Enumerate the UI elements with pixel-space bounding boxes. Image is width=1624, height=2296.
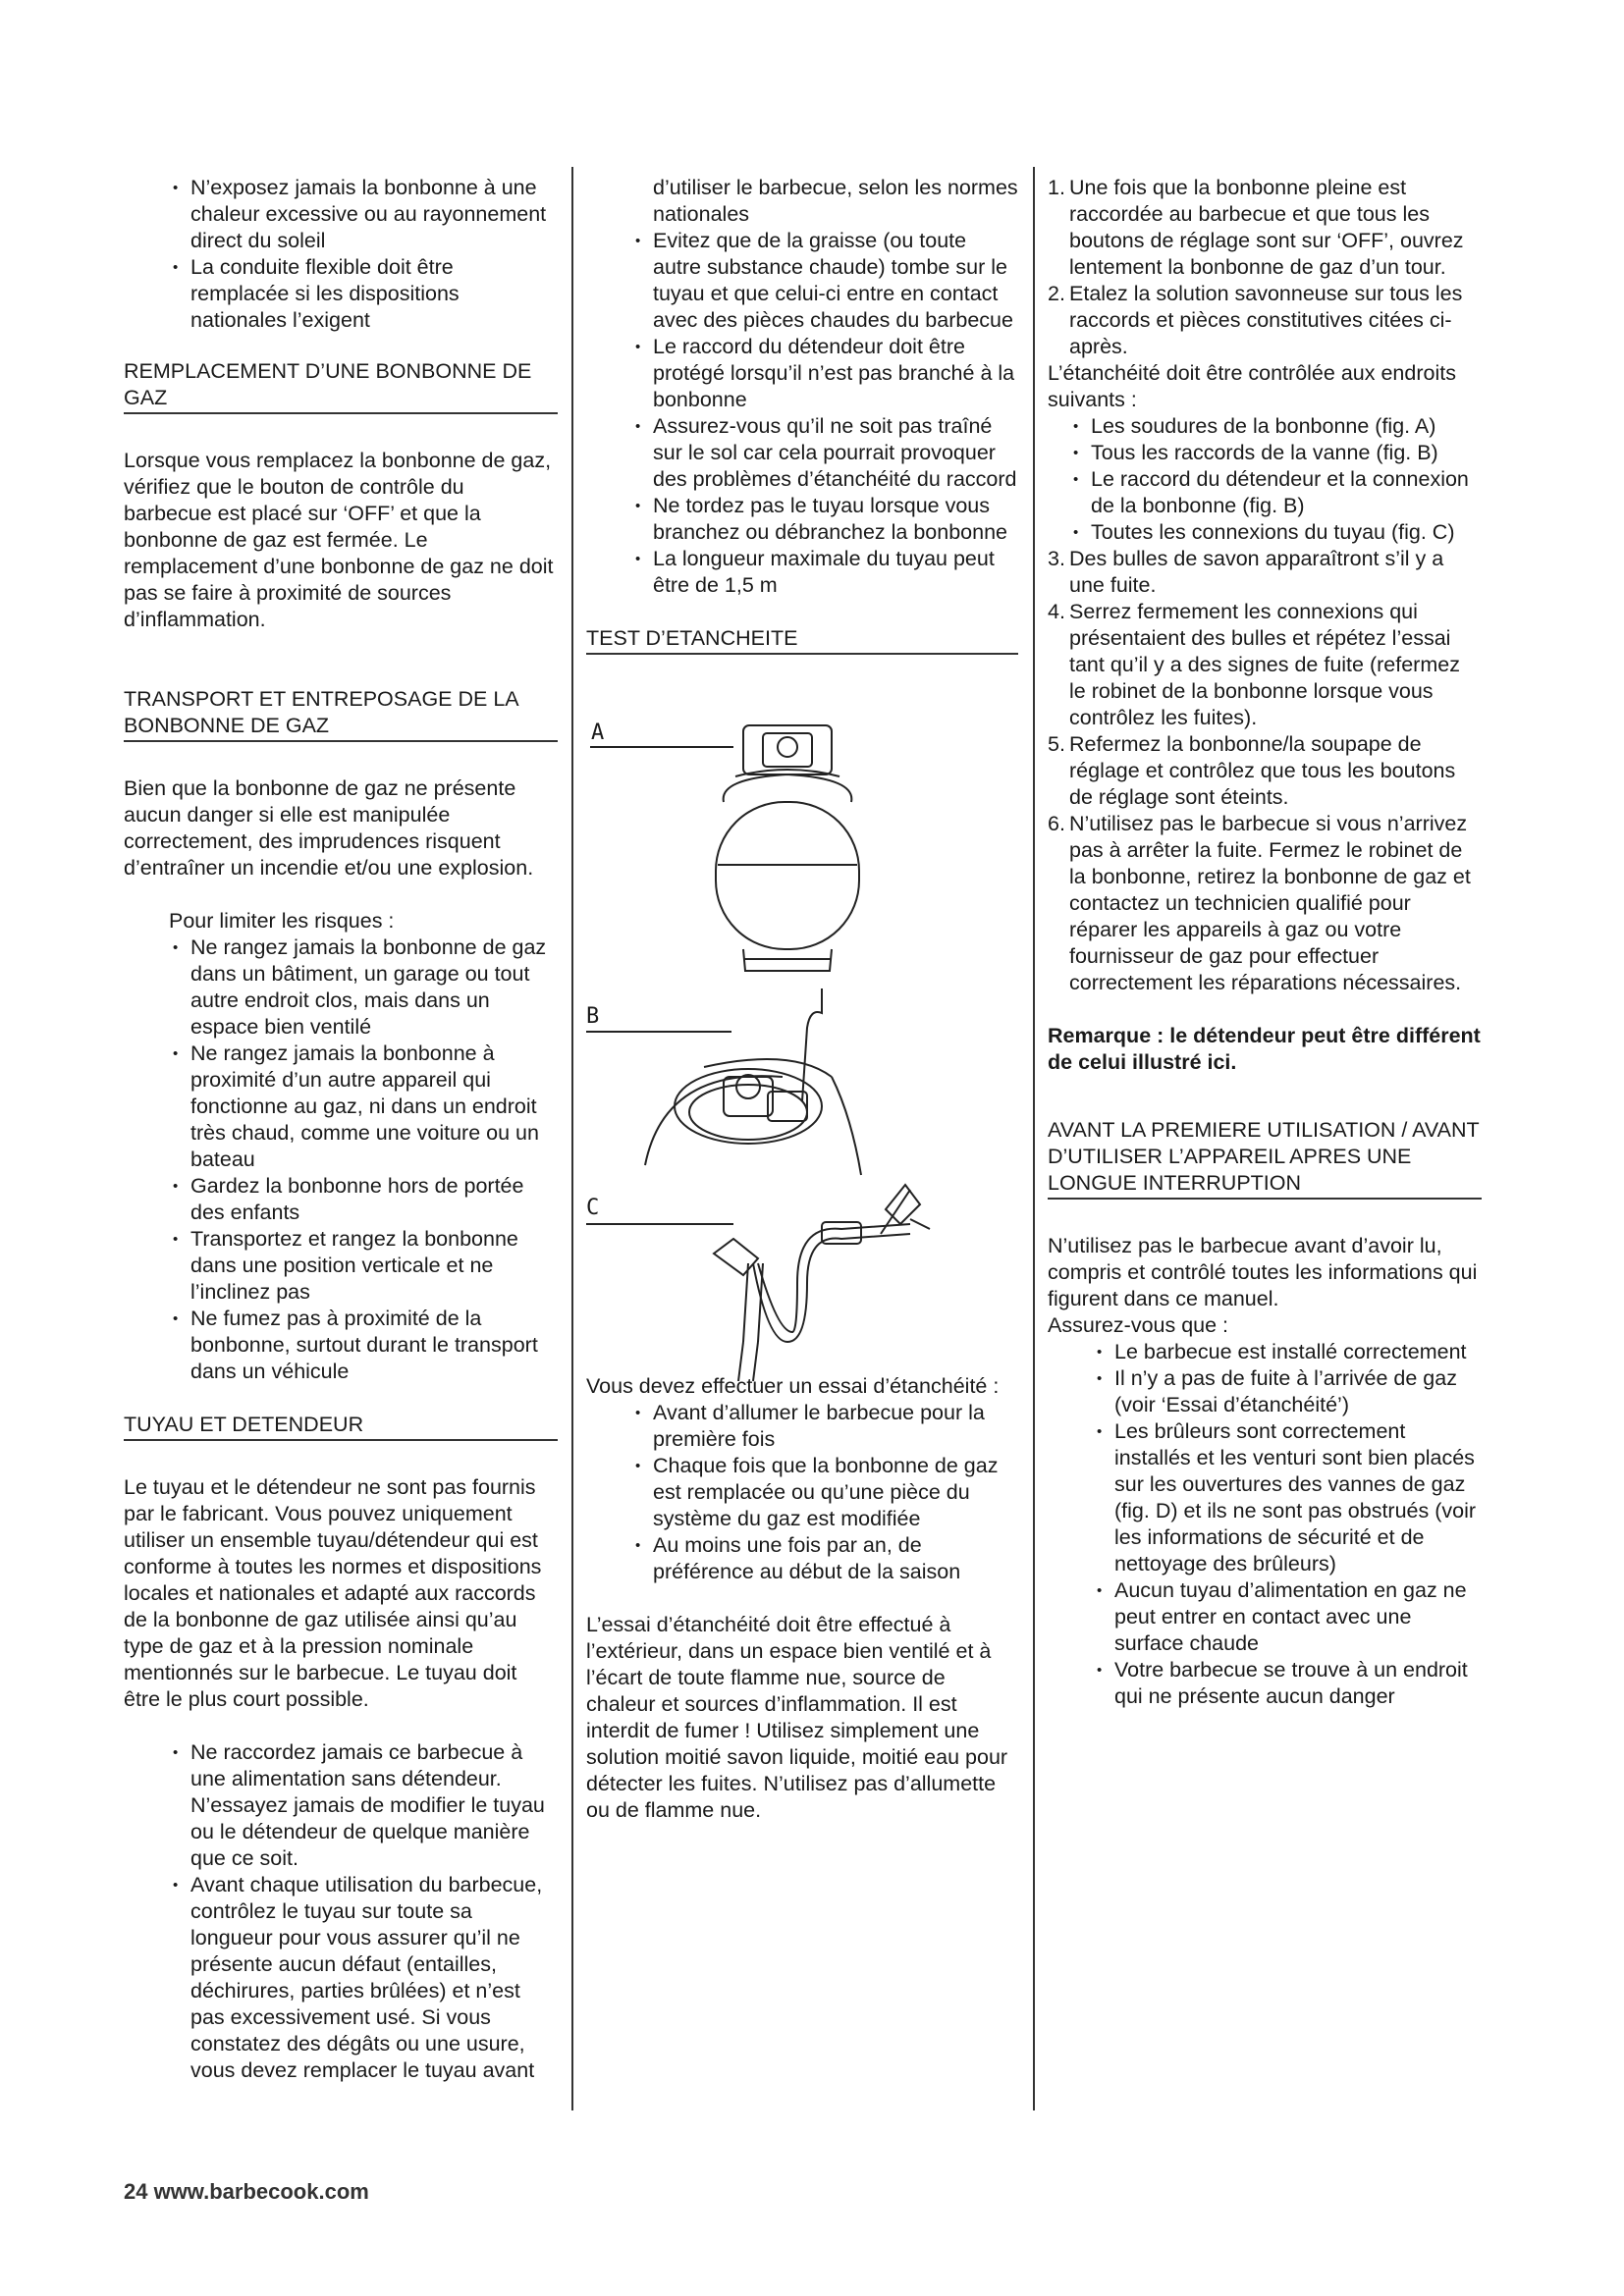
figure-c-label: C <box>586 1196 600 1220</box>
heading-hose-regulator: TUYAU ET DETENDEUR <box>124 1412 558 1441</box>
storage-bullets <box>169 175 558 334</box>
step-text: Des bulles de savon apparaîtront s’il y a une fuite. <box>1069 547 1444 597</box>
step-text: N’utilisez pas le barbecue si vous n’arrivez pas à arrêter la fuite. Fermez le robinet de la bonbonne, retirez la bonbonne de gaz et contactez un technicien qualifié pour réparer les appareils à gaz ou votre fournisseur de gaz pour effectuer correctement les réparations nécessaires. <box>1069 812 1471 994</box>
remark-note: Remarque : le détendeur peut être différent de celui illustré ici. <box>1048 1024 1481 1074</box>
step-number: 4. <box>1048 600 1065 623</box>
list-item: • Ne fumez pas à proximité de la bonbonne, surtout durant le transport dans un véhicule <box>169 1306 558 1385</box>
list-item: • Ne rangez jamais la bonbonne de gaz dans un bâtiment, un garage ou tout autre endroit clos, mais dans un espace bien ventilé <box>169 934 558 1041</box>
figure-a-label: A <box>591 721 605 745</box>
figure-c-hose <box>714 1185 930 1381</box>
heading-leak-test: TEST D’ETANCHEITE <box>586 625 1018 655</box>
list-item: • Avant chaque utilisation du barbecue, contrôlez le tuyau sur toute sa longueur pour vous assurer qu’il ne présente aucun défaut (entailles, déchirures, parties brûlées) et n’est pas excessivement usé. Si vous constatez des dégâts ou une usure, vous devez remplacer le tuyau avant <box>169 1872 558 2084</box>
figure-b-valve <box>645 988 861 1175</box>
list-item <box>1048 731 1482 811</box>
list-item: • Transportez et rangez la bonbonne dans une position verticale et ne l’inclinez pas <box>169 1226 558 1306</box>
list-item: • Ne rangez jamais la bonbonne à proximité d’un autre appareil qui fonctionne au gaz, ni dans un endroit très chaud, comme une voiture ou un bateau <box>169 1041 558 1173</box>
hose-bullets-continued <box>631 228 1018 599</box>
column-divider-left <box>571 167 573 2110</box>
page-footer: 24 www.barbecook.com <box>124 2179 369 2204</box>
column-divider-right <box>1033 167 1035 2110</box>
list-item: • Votre barbecue se trouve à un endroit qui ne présente aucun danger <box>1093 1657 1482 1710</box>
paragraph-make-sure: Assurez-vous que : <box>1048 1313 1229 1337</box>
first-use-bullets <box>1093 1339 1482 1710</box>
step-number: 6. <box>1048 812 1065 835</box>
paragraph-transport-intro: Bien que la bonbonne de gaz ne présente aucun danger si elle est manipulée correctement, des imprudences risquent d’entraîner un incendie et/ou une explosion. <box>124 776 534 880</box>
column-1 <box>124 175 558 2084</box>
list-item: • N’exposez jamais la bonbonne à une chaleur excessive ou au rayonnement direct du soleil <box>169 175 558 254</box>
leak-test-figures <box>586 655 1018 1381</box>
paragraph-before-first-use: N’utilisez pas le barbecue avant d’avoir lu, compris et contrôlé toutes les informations qui figurent dans ce manuel. <box>1048 1234 1478 1310</box>
list-item: • Evitez que de la graisse (ou toute autre substance chaude) tombe sur le tuyau et que celui-ci entre en contact avec des pièces chaudes du barbecue <box>631 228 1018 334</box>
list-item <box>1048 175 1482 281</box>
paragraph-continuation: d’utiliser le barbecue, selon les normes nationales <box>653 176 1018 226</box>
gas-bottle-illustrations <box>586 655 1018 1381</box>
list-item: • Gardez la bonbonne hors de portée des enfants <box>169 1173 558 1226</box>
step-number: 5. <box>1048 732 1065 756</box>
leak-test-steps <box>1048 175 1482 360</box>
paragraph-hose-regulator: Le tuyau et le détendeur ne sont pas fournis par le fabricant. Vous pouvez uniquement utiliser un ensemble tuyau/détendeur qui est conforme à toutes les normes et dispositions locales et nationales et adapté aux raccords de la bonbonne de gaz utilisée ainsi qu’au type de gaz et à la pression nominale mentionnés sur le barbecue. Le tuyau doit être le plus court possible. <box>124 1475 542 1711</box>
list-item: • Toutes les connexions du tuyau (fig. C) <box>1069 519 1482 546</box>
list-item: • Le raccord du détendeur et la connexion de la bonbonne (fig. B) <box>1069 466 1482 519</box>
hose-bullets <box>169 1739 558 2084</box>
paragraph-leak-test-conditions: L’essai d’étanchéité doit être effectué à l’extérieur, dans un espace bien ventilé et à l’écart de toute flamme nue, source de chaleur et sources d’inflammation. Il est interdit de fumer ! Utilisez simplement une solution moitié savon liquide, moitié eau pour détecter les fuites. N’utilisez pas d’allumette ou de flamme nue. <box>586 1613 1008 1822</box>
list-item: • Assurez-vous qu’il ne soit pas traîné sur le sol car cela pourrait provoquer des problèmes d’étanchéité du raccord <box>631 413 1018 493</box>
list-item <box>1048 546 1482 599</box>
paragraph-check-points: L’étanchéité doit être contrôlée aux endroits suivants : <box>1048 361 1456 411</box>
paragraph-leak-test-intro: Vous devez effectuer un essai d’étanchéité : <box>586 1374 1000 1398</box>
list-item: • La longueur maximale du tuyau peut être de 1,5 m <box>631 546 1018 599</box>
risk-bullets <box>169 934 558 1385</box>
list-item: • Au moins une fois par an, de préférence au début de la saison <box>631 1532 1018 1585</box>
list-item: • Ne raccordez jamais ce barbecue à une alimentation sans détendeur. N’essayez jamais de modifier le tuyau ou le détendeur de quelque manière que ce soit. <box>169 1739 558 1872</box>
list-item <box>1048 281 1482 360</box>
list-item: • Le barbecue est installé correctement <box>1093 1339 1482 1365</box>
list-item: • Le raccord du détendeur doit être protégé lorsqu’il n’est pas branché à la bonbonne <box>631 334 1018 413</box>
step-number: 3. <box>1048 547 1065 570</box>
step-text: Refermez la bonbonne/la soupape de réglage et contrôlez que tous les boutons de réglage sont éteints. <box>1069 732 1456 809</box>
step-text: Une fois que la bonbonne pleine est raccordée au barbecue et que tous les boutons de réglage sont sur ‘OFF’, ouvrez lentement la bonbonne de gaz d’un tour. <box>1069 176 1464 279</box>
paragraph-limit-risks: Pour limiter les risques : <box>169 909 395 933</box>
leak-test-steps-continued <box>1048 546 1482 996</box>
list-item: • Il n’y a pas de fuite à l’arrivée de gaz (voir ‘Essai d’étanchéité’) <box>1093 1365 1482 1418</box>
list-item: • Les brûleurs sont correctement installés et les venturi sont bien placés sur les ouvertures des vannes de gaz (fig. D) et ils ne sont pas obstrués (voir les informations de sécurité et de nettoyage des brûleurs) <box>1093 1418 1482 1577</box>
list-item: • Tous les raccords de la vanne (fig. B) <box>1069 440 1482 466</box>
list-item: • Ne tordez pas le tuyau lorsque vous branchez ou débranchez la bonbonne <box>631 493 1018 546</box>
heading-before-first-use: AVANT LA PREMIERE UTILISATION / AVANT D’UTILISER L’APPAREIL APRES UNE LONGUE INTERRUPTION <box>1048 1117 1482 1200</box>
paragraph-bottle-replacement: Lorsque vous remplacez la bonbonne de gaz, vérifiez que le bouton de contrôle du barbecue est placé sur ‘OFF’ et que la bonbonne de gaz est fermée. Le remplacement d’une bonbonne de gaz ne doit pas se faire à proximité de sources d’inflammation. <box>124 449 554 631</box>
list-item <box>1048 811 1482 996</box>
list-item: • La conduite flexible doit être remplacée si les dispositions nationales l’exigent <box>169 254 558 334</box>
figure-b-label: B <box>586 1004 600 1029</box>
step-text: Etalez la solution savonneuse sur tous les raccords et pièces constitutives citées ci-après. <box>1069 282 1463 358</box>
step-number: 2. <box>1048 282 1065 305</box>
heading-bottle-replacement: REMPLACEMENT D’UNE BONBONNE DE GAZ <box>124 358 558 414</box>
heading-transport-storage: TRANSPORT ET ENTREPOSAGE DE LA BONBONNE DE GAZ <box>124 686 558 742</box>
list-item: • Aucun tuyau d’alimentation en gaz ne peut entrer en contact avec une surface chaude <box>1093 1577 1482 1657</box>
step-number: 1. <box>1048 176 1065 199</box>
check-points-bullets <box>1069 413 1482 546</box>
figure-a-bottle <box>716 725 859 971</box>
column-3 <box>1048 175 1482 1710</box>
list-item <box>1048 599 1482 731</box>
list-item: • Avant d’allumer le barbecue pour la première fois <box>631 1400 1018 1453</box>
step-text: Serrez fermement les connexions qui présentaient des bulles et répétez l’essai tant qu’il y a des signes de fuite (refermez le robinet de la bonbonne lorsque vous contrôlez les fuites). <box>1069 600 1460 729</box>
list-item: • Chaque fois que la bonbonne de gaz est remplacée ou qu’une pièce du système du gaz est modifiée <box>631 1453 1018 1532</box>
list-item: • Les soudures de la bonbonne (fig. A) <box>1069 413 1482 440</box>
column-2 <box>586 175 1018 1824</box>
leak-test-when-bullets <box>631 1400 1018 1585</box>
